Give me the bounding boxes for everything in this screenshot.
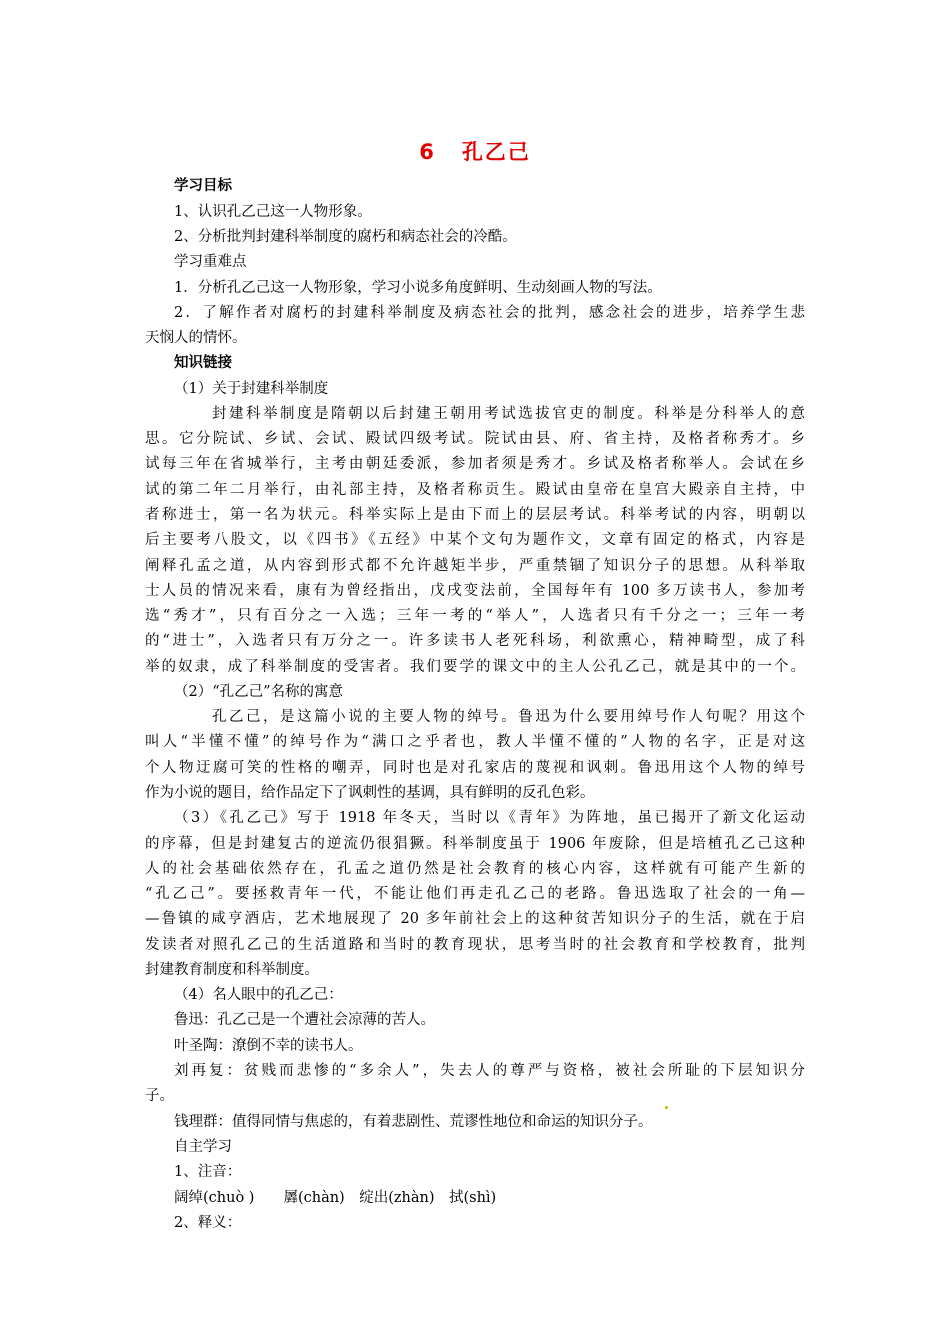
section4-line: 叶圣陶：潦倒不幸的读书人。 — [174, 1038, 363, 1054]
lesson-number: 6 — [419, 140, 436, 164]
section2-line: 个人物迂腐可笑的性格的嘲弄，同时也是对孔家店的蔑视和讽刺。鲁迅用这个人物的绰号 — [145, 760, 805, 776]
goal-item: 1、认识孔乙己这一人物形象。 — [174, 204, 372, 220]
section3-line: 封建教育制度和科举制度。 — [145, 962, 319, 978]
section3-line: 的序幕，但是封建复古的逆流仍很猖獗。科举制度虽于 1906 年废除，但是培植孔乙己这种 — [145, 836, 805, 852]
section4-line: 鲁迅：孔乙己是一个遭社会凉薄的苦人。 — [174, 1012, 435, 1028]
stray-mark — [665, 1106, 668, 1109]
self-study-item: 2、释义： — [174, 1215, 242, 1231]
goals-heading: 学习目标 — [174, 178, 232, 194]
section1-line: 者称进士，第一名为状元。科举实际上是由下而上的层层考试。科举考试的内容，明朝以 — [145, 507, 805, 523]
section1-line: 阐释孔孟之道，从内容到形式都不允许越矩半步，严重禁锢了知识分子的思想。从科举取 — [145, 558, 805, 574]
difficulty-item: 2．了解作者对腐朽的封建科举制度及病态社会的批判，感念社会的进步，培养学生悲 — [174, 305, 805, 321]
section4-line: 钱理群：值得同情与焦虑的，有着悲剧性、荒谬性地位和命运的知识分子。 — [174, 1114, 653, 1130]
section1-line: 思。它分院试、乡试、会试、殿试四级考试。院试由县、府、省主持，及格者称秀才。乡 — [145, 431, 805, 447]
section4-title: （4）名人眼中的孔乙己： — [174, 987, 343, 1003]
section3-line: “孔乙己”。要拯救青年一代，不能让他们再走孔乙己的老路。鲁迅选取了社会的一角— — [145, 886, 805, 902]
section1-line: 试的第二年二月举行，由礼部主持，及格者称贡生。殿试由皇帝在皇宫大殿亲自主持，中 — [145, 482, 805, 498]
self-study-item: 1、注音： — [174, 1164, 242, 1180]
difficulty-item: 1．分析孔乙己这一人物形象，学习小说多角度鲜明、生动刻画人物的写法。 — [174, 280, 662, 296]
difficulties-heading: 学习重难点 — [174, 254, 247, 270]
section1-line: 选“秀才”，只有百分之一入选；三年一考的“举人”，人选者只有千分之一；三年一考 — [145, 608, 805, 624]
section3-line: 发读者对照孔乙己的生活道路和当时的教育现状，思考当时的社会教育和学校教育，批判 — [145, 937, 805, 953]
section3-line: —鲁镇的咸亨酒店，艺术地展现了 20 多年前社会上的这种贫苦知识分子的生活，就在于启 — [145, 911, 805, 927]
difficulty-item-cont: 天悯人的情怀。 — [145, 330, 247, 346]
section1-title: （1）关于封建科举制度 — [174, 381, 329, 397]
section3-line: （3）《孔乙己》写于 1918 年冬天，当时以《青年》为阵地，虽已揭开了新文化运动 — [174, 810, 805, 826]
section4-line: 刘再复：贫贱而悲惨的“多余人”，失去人的尊严与资格，被社会所耻的下层知识分 — [174, 1063, 805, 1079]
lesson-title: 孔乙己 — [461, 140, 531, 164]
section1-line: 举的奴隶，成了科举制度的受害者。我们要学的课文中的主人公孔乙己，就是其中的一个。 — [145, 659, 805, 675]
knowledge-heading: 知识链接 — [174, 355, 232, 371]
self-study-heading: 自主学习 — [174, 1139, 232, 1155]
section2-line: 叫人“半懂不懂”的绰号作为“满口之乎者也，教人半懂不懂的”人物的名字，正是对这 — [145, 734, 805, 750]
pinyin-line: 阔绰(chuò ) 羼(chàn) 绽出(zhàn) 拭(shì) — [174, 1190, 497, 1206]
section4-line: 子。 — [145, 1088, 174, 1104]
section2-title: （2）“孔乙己”名称的寓意 — [174, 684, 344, 700]
section1-line: 士人员的情况来看，康有为曾经指出，戊戌变法前，全国每年有 100 多万读书人，参加考 — [145, 583, 805, 599]
section3-line: 人的社会基础依然存在，孔孟之道仍然是社会教育的核心内容，这样就有可能产生新的 — [145, 861, 805, 877]
section1-line: 后主要考八股文，以《四书》《五经》中某个文句为题作文，文章有固定的格式，内容是 — [145, 532, 805, 548]
page-title — [0, 136, 950, 166]
goal-item: 2、分析批判封建科举制度的腐朽和病态社会的冷酷。 — [174, 229, 517, 245]
section1-line: 的“进士”，入选者只有万分之一。许多读书人老死科场，利欲熏心，精神畸型，成了科 — [145, 633, 805, 649]
section1-line: 封建科举制度是隋朝以后封建王朝用考试选拔官吏的制度。科举是分科举人的意 — [212, 406, 805, 422]
section2-line: 作为小说的题目，给作品定下了讽刺性的基调，具有鲜明的反孔色彩。 — [145, 785, 595, 801]
section1-line: 试每三年在省城举行，主考由朝廷委派，参加者须是秀才。乡试及格者称举人。会试在乡 — [145, 456, 805, 472]
section2-line: 孔乙己，是这篇小说的主要人物的绰号。鲁迅为什么要用绰号作人句呢？用这个 — [212, 709, 805, 725]
